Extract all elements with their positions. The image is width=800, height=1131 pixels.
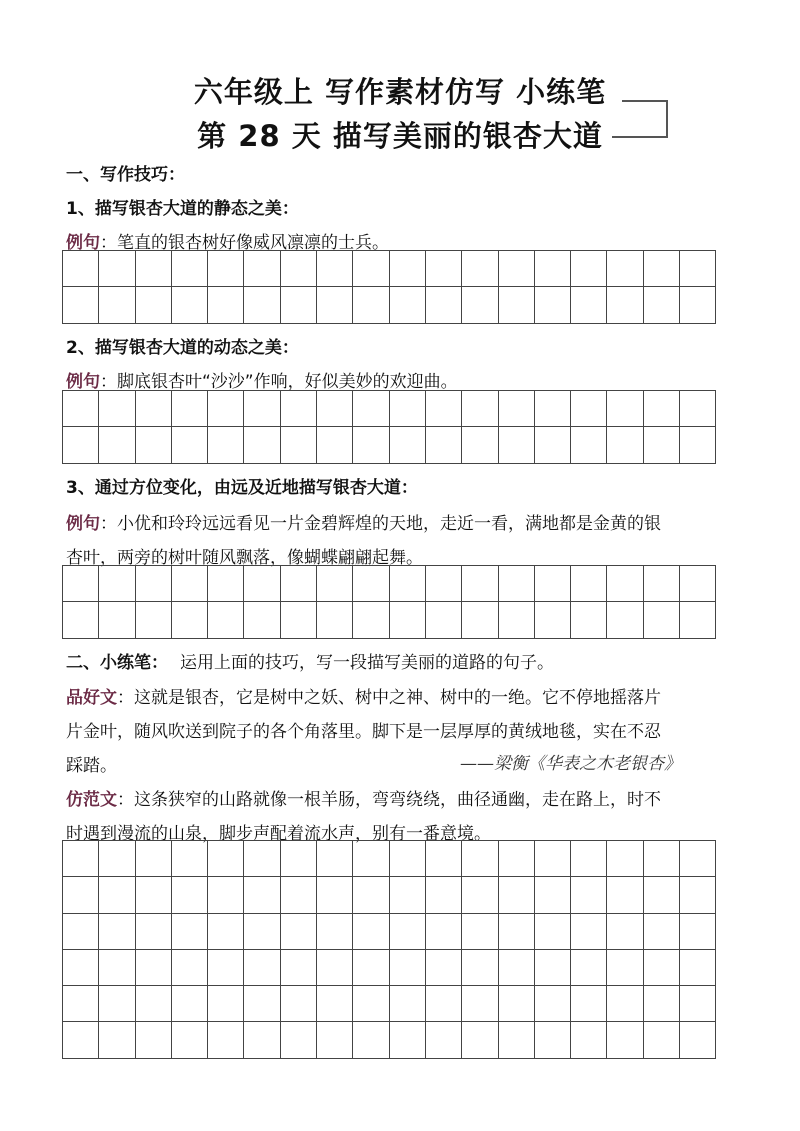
- grid-cell[interactable]: [643, 986, 679, 1022]
- grid-cell[interactable]: [244, 427, 280, 463]
- grid-cell[interactable]: [571, 877, 607, 913]
- grid-cell[interactable]: [498, 877, 534, 913]
- grid-cell[interactable]: [571, 841, 607, 877]
- section-2-instruction: 运用上面的技巧，写一段描写美丽的道路的句子。: [180, 653, 554, 673]
- writing-grid-1[interactable]: [62, 250, 716, 324]
- grid-cell[interactable]: [680, 391, 716, 427]
- grid-cell[interactable]: [462, 391, 498, 427]
- grid-cell[interactable]: [135, 427, 171, 463]
- grid-cell[interactable]: [571, 1022, 607, 1058]
- section-2-heading-row: [66, 648, 554, 673]
- grid-cell[interactable]: [462, 566, 498, 602]
- grid-cell[interactable]: [171, 251, 207, 287]
- item-3-example-line-1: [66, 509, 661, 534]
- grid-cell[interactable]: [607, 566, 643, 602]
- grid-cell[interactable]: [280, 841, 316, 877]
- grid-cell[interactable]: [99, 391, 135, 427]
- grid-cell[interactable]: [171, 287, 207, 323]
- grid-cell[interactable]: [498, 986, 534, 1022]
- model-text-line-1: [66, 785, 661, 810]
- grid-cell[interactable]: [680, 1022, 716, 1058]
- corner-mark-underline: [612, 136, 668, 138]
- grid-cell[interactable]: [63, 602, 99, 638]
- grid-cell[interactable]: [462, 877, 498, 913]
- grid-cell[interactable]: [425, 877, 461, 913]
- grid-cell[interactable]: [680, 287, 716, 323]
- grid-cell[interactable]: [607, 877, 643, 913]
- grid-cell[interactable]: [63, 913, 99, 949]
- item-3-example-line-2: 杏叶，两旁的树叶随风飘落，像蝴蝶翩翩起舞。: [66, 548, 423, 568]
- grid-cell[interactable]: [135, 913, 171, 949]
- grid-cell[interactable]: [498, 251, 534, 287]
- writing-grid-3[interactable]: [62, 565, 716, 639]
- grid-cell[interactable]: [425, 287, 461, 323]
- item-2-example: [66, 367, 458, 392]
- grid-cell[interactable]: [425, 949, 461, 985]
- section-1-heading: 一、写作技巧：: [66, 165, 185, 185]
- grid-cell[interactable]: [135, 949, 171, 985]
- grid-cell[interactable]: [643, 287, 679, 323]
- grid-cell[interactable]: [680, 877, 716, 913]
- model-text-content: ：这条狭窄的山路就像一根羊肠，弯弯绕绕，曲径通幽，走在路上，时不: [117, 790, 661, 810]
- grid-cell[interactable]: [643, 1022, 679, 1058]
- grid-cell[interactable]: [99, 566, 135, 602]
- grid-cell[interactable]: [389, 287, 425, 323]
- grid-cell[interactable]: [99, 427, 135, 463]
- grid-cell[interactable]: [63, 1022, 99, 1058]
- example-label: 例句: [66, 233, 100, 253]
- grid-row: [63, 986, 716, 1022]
- grid-cell[interactable]: [389, 427, 425, 463]
- grid-cell[interactable]: [280, 602, 316, 638]
- grid-cell[interactable]: [317, 287, 353, 323]
- grid-row: [63, 1022, 716, 1058]
- grid-cell[interactable]: [425, 427, 461, 463]
- grid-cell[interactable]: [353, 913, 389, 949]
- grid-cell[interactable]: [353, 1022, 389, 1058]
- grid-row: [63, 251, 716, 287]
- corner-mark: [622, 100, 668, 138]
- grid-cell[interactable]: [680, 251, 716, 287]
- item-3-heading: 3、通过方位变化，由远及近地描写银杏大道：: [66, 478, 418, 498]
- grid-cell[interactable]: [425, 841, 461, 877]
- grid-cell[interactable]: [353, 427, 389, 463]
- grid-cell[interactable]: [317, 841, 353, 877]
- model-text-label: 仿范文: [66, 790, 117, 810]
- grid-cell[interactable]: [63, 391, 99, 427]
- grid-row: [63, 602, 716, 638]
- grid-cell[interactable]: [280, 949, 316, 985]
- grid-cell[interactable]: [280, 391, 316, 427]
- grid-cell[interactable]: [171, 1022, 207, 1058]
- good-text-line-3: 踩踏。: [66, 756, 117, 776]
- grid-cell[interactable]: [389, 391, 425, 427]
- grid-cell[interactable]: [63, 877, 99, 913]
- grid-cell[interactable]: [425, 391, 461, 427]
- grid-cell[interactable]: [571, 602, 607, 638]
- grid-cell[interactable]: [244, 566, 280, 602]
- grid-cell[interactable]: [280, 913, 316, 949]
- grid-cell[interactable]: [99, 877, 135, 913]
- grid-row: [63, 391, 716, 427]
- grid-cell[interactable]: [63, 287, 99, 323]
- grid-cell[interactable]: [244, 877, 280, 913]
- grid-row: [63, 427, 716, 463]
- grid-cell[interactable]: [171, 427, 207, 463]
- grid-cell[interactable]: [244, 949, 280, 985]
- grid-cell[interactable]: [135, 251, 171, 287]
- grid-cell[interactable]: [353, 841, 389, 877]
- grid-cell[interactable]: [389, 566, 425, 602]
- grid-cell[interactable]: [317, 986, 353, 1022]
- grid-cell[interactable]: [607, 427, 643, 463]
- item-2-heading: 2、描写银杏大道的动态之美：: [66, 338, 299, 358]
- example-text: ：笔直的银杏树好像威风凛凛的士兵。: [100, 233, 389, 253]
- grid-cell[interactable]: [680, 949, 716, 985]
- grid-cell[interactable]: [571, 251, 607, 287]
- grid-cell[interactable]: [317, 251, 353, 287]
- grid-cell[interactable]: [607, 1022, 643, 1058]
- grid-cell[interactable]: [208, 841, 244, 877]
- grid-cell[interactable]: [244, 287, 280, 323]
- good-text-source: ——梁衡《华表之木老银杏》: [460, 754, 681, 774]
- grid-cell[interactable]: [244, 986, 280, 1022]
- grid-cell[interactable]: [135, 602, 171, 638]
- grid-cell[interactable]: [171, 877, 207, 913]
- grid-cell[interactable]: [534, 913, 570, 949]
- grid-cell[interactable]: [607, 287, 643, 323]
- grid-row: [63, 877, 716, 913]
- grid-cell[interactable]: [317, 949, 353, 985]
- title-line-2: 第 28 天 描写美丽的银杏大道: [197, 119, 603, 153]
- grid-cell[interactable]: [280, 986, 316, 1022]
- grid-cell[interactable]: [99, 1022, 135, 1058]
- grid-cell[interactable]: [317, 913, 353, 949]
- model-text-line-2: 时遇到漫流的山泉，脚步声配着流水声，别有一番意境。: [66, 824, 491, 844]
- grid-row: [63, 566, 716, 602]
- grid-cell[interactable]: [389, 949, 425, 985]
- grid-cell[interactable]: [462, 1022, 498, 1058]
- grid-cell[interactable]: [534, 986, 570, 1022]
- writing-grid-practice[interactable]: [62, 840, 716, 1059]
- grid-cell[interactable]: [607, 602, 643, 638]
- grid-cell[interactable]: [208, 1022, 244, 1058]
- grid-cell[interactable]: [244, 1022, 280, 1058]
- grid-cell[interactable]: [244, 841, 280, 877]
- grid-cell[interactable]: [462, 841, 498, 877]
- grid-cell[interactable]: [353, 251, 389, 287]
- grid-cell[interactable]: [498, 841, 534, 877]
- grid-cell[interactable]: [534, 251, 570, 287]
- grid-cell[interactable]: [498, 287, 534, 323]
- grid-cell[interactable]: [99, 287, 135, 323]
- grid-cell[interactable]: [462, 427, 498, 463]
- grid-cell[interactable]: [607, 391, 643, 427]
- grid-cell[interactable]: [643, 602, 679, 638]
- grid-cell[interactable]: [462, 949, 498, 985]
- grid-cell[interactable]: [389, 251, 425, 287]
- grid-cell[interactable]: [425, 602, 461, 638]
- grid-cell[interactable]: [135, 1022, 171, 1058]
- grid-cell[interactable]: [280, 287, 316, 323]
- grid-cell[interactable]: [171, 602, 207, 638]
- grid-cell[interactable]: [643, 877, 679, 913]
- grid-cell[interactable]: [353, 602, 389, 638]
- grid-cell[interactable]: [680, 913, 716, 949]
- grid-cell[interactable]: [462, 251, 498, 287]
- grid-cell[interactable]: [280, 1022, 316, 1058]
- grid-cell[interactable]: [353, 986, 389, 1022]
- grid-cell[interactable]: [462, 986, 498, 1022]
- grid-cell[interactable]: [534, 391, 570, 427]
- grid-cell[interactable]: [680, 602, 716, 638]
- grid-cell[interactable]: [244, 913, 280, 949]
- grid-cell[interactable]: [280, 251, 316, 287]
- grid-cell[interactable]: [63, 949, 99, 985]
- grid-cell[interactable]: [280, 566, 316, 602]
- grid-cell[interactable]: [389, 841, 425, 877]
- grid-cell[interactable]: [171, 986, 207, 1022]
- grid-cell[interactable]: [462, 602, 498, 638]
- grid-row: [63, 949, 716, 985]
- grid-cell[interactable]: [171, 391, 207, 427]
- grid-cell[interactable]: [208, 877, 244, 913]
- grid-cell[interactable]: [244, 391, 280, 427]
- grid-cell[interactable]: [571, 391, 607, 427]
- grid-cell[interactable]: [462, 913, 498, 949]
- grid-cell[interactable]: [643, 949, 679, 985]
- grid-cell[interactable]: [135, 287, 171, 323]
- grid-cell[interactable]: [498, 1022, 534, 1058]
- grid-cell[interactable]: [389, 986, 425, 1022]
- grid-cell[interactable]: [171, 566, 207, 602]
- good-text-label: 品好文: [66, 688, 117, 708]
- grid-cell[interactable]: [353, 391, 389, 427]
- good-text-line-1: [66, 683, 661, 708]
- grid-cell[interactable]: [135, 986, 171, 1022]
- grid-cell[interactable]: [135, 841, 171, 877]
- grid-cell[interactable]: [208, 913, 244, 949]
- grid-cell[interactable]: [389, 602, 425, 638]
- grid-cell[interactable]: [534, 602, 570, 638]
- grid-cell[interactable]: [643, 913, 679, 949]
- grid-cell[interactable]: [99, 841, 135, 877]
- grid-cell[interactable]: [389, 1022, 425, 1058]
- grid-cell[interactable]: [643, 391, 679, 427]
- grid-cell[interactable]: [317, 566, 353, 602]
- grid-cell[interactable]: [317, 391, 353, 427]
- grid-cell[interactable]: [389, 913, 425, 949]
- grid-cell[interactable]: [571, 913, 607, 949]
- grid-cell[interactable]: [208, 602, 244, 638]
- grid-cell[interactable]: [607, 841, 643, 877]
- grid-cell[interactable]: [643, 427, 679, 463]
- grid-cell[interactable]: [571, 949, 607, 985]
- grid-cell[interactable]: [208, 251, 244, 287]
- grid-cell[interactable]: [353, 949, 389, 985]
- grid-cell[interactable]: [280, 877, 316, 913]
- grid-cell[interactable]: [425, 1022, 461, 1058]
- grid-cell[interactable]: [353, 566, 389, 602]
- example-label: 例句: [66, 514, 100, 534]
- grid-cell[interactable]: [607, 913, 643, 949]
- example-text: ：脚底银杏叶“沙沙”作响，好似美妙的欢迎曲。: [100, 372, 458, 392]
- grid-cell[interactable]: [353, 877, 389, 913]
- grid-cell[interactable]: [425, 986, 461, 1022]
- grid-cell[interactable]: [534, 427, 570, 463]
- grid-cell[interactable]: [208, 566, 244, 602]
- grid-cell[interactable]: [498, 602, 534, 638]
- grid-cell[interactable]: [317, 427, 353, 463]
- grid-cell[interactable]: [389, 877, 425, 913]
- grid-cell[interactable]: [571, 287, 607, 323]
- grid-cell[interactable]: [63, 251, 99, 287]
- example-label: 例句: [66, 372, 100, 392]
- grid-cell[interactable]: [171, 841, 207, 877]
- grid-cell[interactable]: [63, 427, 99, 463]
- grid-cell[interactable]: [534, 877, 570, 913]
- grid-cell[interactable]: [63, 986, 99, 1022]
- grid-cell[interactable]: [99, 251, 135, 287]
- grid-cell[interactable]: [607, 986, 643, 1022]
- grid-cell[interactable]: [534, 841, 570, 877]
- grid-cell[interactable]: [571, 566, 607, 602]
- grid-cell[interactable]: [208, 986, 244, 1022]
- grid-cell[interactable]: [643, 251, 679, 287]
- grid-cell[interactable]: [534, 566, 570, 602]
- grid-cell[interactable]: [498, 913, 534, 949]
- item-1-heading: 1、描写银杏大道的静态之美：: [66, 199, 299, 219]
- grid-cell[interactable]: [208, 949, 244, 985]
- grid-cell[interactable]: [63, 566, 99, 602]
- grid-cell[interactable]: [135, 877, 171, 913]
- grid-cell[interactable]: [244, 251, 280, 287]
- section-2-heading: 二、小练笔：: [66, 653, 168, 673]
- grid-cell[interactable]: [208, 391, 244, 427]
- grid-cell[interactable]: [498, 566, 534, 602]
- grid-cell[interactable]: [680, 427, 716, 463]
- grid-cell[interactable]: [643, 566, 679, 602]
- grid-cell[interactable]: [99, 986, 135, 1022]
- grid-cell[interactable]: [534, 1022, 570, 1058]
- grid-cell[interactable]: [208, 427, 244, 463]
- grid-cell[interactable]: [135, 566, 171, 602]
- example-text: ：小优和玲玲远远看见一片金碧辉煌的天地，走近一看，满地都是金黄的银: [100, 514, 661, 534]
- grid-cell[interactable]: [353, 287, 389, 323]
- grid-cell[interactable]: [534, 949, 570, 985]
- grid-cell[interactable]: [643, 841, 679, 877]
- grid-cell[interactable]: [571, 427, 607, 463]
- good-text-line-2: 片金叶，随风吹送到院子的各个角落里。脚下是一层厚厚的黄绒地毯，实在不忍: [66, 722, 661, 742]
- grid-cell[interactable]: [99, 913, 135, 949]
- grid-cell[interactable]: [317, 602, 353, 638]
- writing-grid-2[interactable]: [62, 390, 716, 464]
- grid-cell[interactable]: [607, 251, 643, 287]
- grid-cell[interactable]: [462, 287, 498, 323]
- grid-cell[interactable]: [99, 949, 135, 985]
- grid-row: [63, 287, 716, 323]
- grid-cell[interactable]: [498, 427, 534, 463]
- grid-cell[interactable]: [135, 391, 171, 427]
- grid-cell[interactable]: [680, 841, 716, 877]
- good-text-content: ：这就是银杏，它是树中之妖、树中之神、树中的一绝。它不停地摇落片: [117, 688, 661, 708]
- grid-cell[interactable]: [425, 913, 461, 949]
- grid-cell[interactable]: [244, 602, 280, 638]
- title-line-1: 六年级上 写作素材仿写 小练笔: [193, 75, 607, 109]
- grid-cell[interactable]: [208, 287, 244, 323]
- grid-cell[interactable]: [63, 841, 99, 877]
- grid-cell[interactable]: [571, 986, 607, 1022]
- grid-cell[interactable]: [498, 391, 534, 427]
- grid-cell[interactable]: [280, 427, 316, 463]
- grid-cell[interactable]: [317, 1022, 353, 1058]
- grid-row: [63, 913, 716, 949]
- grid-cell[interactable]: [680, 986, 716, 1022]
- grid-cell[interactable]: [171, 913, 207, 949]
- grid-cell[interactable]: [680, 566, 716, 602]
- grid-cell[interactable]: [607, 949, 643, 985]
- grid-cell[interactable]: [425, 251, 461, 287]
- grid-row: [63, 841, 716, 877]
- grid-cell[interactable]: [498, 949, 534, 985]
- grid-cell[interactable]: [99, 602, 135, 638]
- grid-cell[interactable]: [171, 949, 207, 985]
- grid-cell[interactable]: [425, 566, 461, 602]
- grid-cell[interactable]: [534, 287, 570, 323]
- grid-cell[interactable]: [317, 877, 353, 913]
